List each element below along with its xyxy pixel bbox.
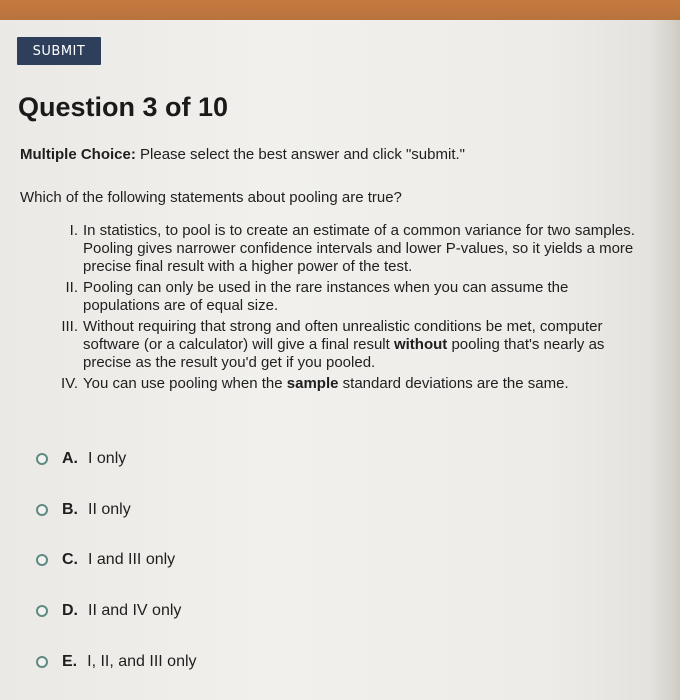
radio-button-icon[interactable] bbox=[36, 554, 48, 566]
statement-text bbox=[83, 318, 648, 372]
statement-number: IV. bbox=[61, 375, 78, 392]
choice-letter: D. bbox=[62, 602, 78, 619]
radio-button-icon[interactable] bbox=[36, 504, 48, 516]
choice-letter: C. bbox=[62, 551, 78, 568]
choice-letter: E. bbox=[62, 653, 78, 670]
choice-label: I, II, and III only bbox=[87, 653, 197, 670]
statement-number: I. bbox=[69, 222, 78, 239]
choice-letter: B. bbox=[62, 501, 78, 518]
statement-text-part: Without requiring that strong and often unrealistic conditions be met, computer software (or a calculator) will give a final result bbox=[83, 318, 603, 353]
radio-button-icon[interactable] bbox=[36, 656, 48, 668]
statement-list bbox=[48, 222, 648, 396]
statement-number: III. bbox=[61, 318, 78, 335]
statement-number: II. bbox=[65, 279, 78, 296]
statement-i bbox=[48, 222, 648, 276]
screen-right-edge bbox=[650, 20, 680, 700]
statement-iii bbox=[48, 318, 648, 372]
window-top-edge bbox=[0, 0, 680, 20]
instruction-text: Please select the best answer and click "submit." bbox=[135, 146, 465, 163]
choice-label: II and IV only bbox=[88, 602, 182, 619]
question-prompt: Which of the following statements about pooling are true? bbox=[20, 189, 402, 206]
choice-a[interactable] bbox=[36, 447, 126, 471]
choice-e[interactable] bbox=[36, 650, 197, 674]
choice-c[interactable] bbox=[36, 548, 175, 572]
statement-emphasis: sample bbox=[286, 375, 339, 392]
statement-text bbox=[83, 375, 648, 393]
statement-text: Pooling can only be used in the rare instances when you can assume the populations are of equal size. bbox=[83, 279, 569, 314]
submit-button[interactable]: SUBMIT bbox=[17, 37, 101, 65]
statement-emphasis: without bbox=[393, 336, 448, 353]
choice-label: I only bbox=[88, 450, 127, 467]
choice-b[interactable] bbox=[36, 498, 131, 522]
statement-ii bbox=[48, 279, 648, 315]
radio-button-icon[interactable] bbox=[36, 453, 48, 465]
choice-label: II only bbox=[88, 501, 131, 518]
choice-label: I and III only bbox=[88, 551, 176, 568]
radio-button-icon[interactable] bbox=[36, 605, 48, 617]
statement-text: In statistics, to pool is to create an estimate of a common variance for two samples. Pooling gives narrower confidence intervals and lower P-values, so it yields a more precise final result with a higher power of the test. bbox=[83, 222, 635, 275]
choice-letter: A. bbox=[62, 450, 78, 467]
statement-text-part: You can use pooling when the bbox=[83, 375, 287, 392]
statement-iv bbox=[48, 375, 648, 393]
instructions bbox=[20, 146, 465, 163]
question-title: Question 3 of 10 bbox=[18, 92, 229, 122]
instruction-type: Multiple Choice: bbox=[20, 146, 136, 163]
choice-d[interactable] bbox=[36, 599, 181, 623]
statement-text-part: standard deviations are the same. bbox=[338, 375, 569, 392]
statement-text-part: pooling that's nearly as precise as the result you'd get if you pooled. bbox=[83, 336, 605, 371]
